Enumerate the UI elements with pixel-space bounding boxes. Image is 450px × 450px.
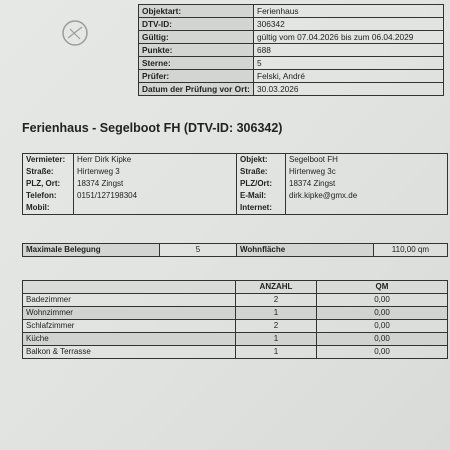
table-row bbox=[23, 320, 448, 333]
room-name: Wohnzimmer bbox=[23, 307, 236, 320]
room-count: 1 bbox=[236, 333, 317, 346]
page-title: Ferienhaus - Segelboot FH (DTV-ID: 306342) bbox=[22, 121, 283, 135]
contact-row bbox=[23, 154, 448, 167]
contact-row bbox=[23, 178, 448, 190]
contact-value-2: Segelboot FH bbox=[286, 154, 448, 167]
summary-label: Datum der Prüfung vor Ort: bbox=[139, 83, 254, 96]
occupancy-value: 5 bbox=[160, 244, 237, 257]
rooms-header-row bbox=[23, 281, 448, 294]
rooms-table bbox=[22, 280, 448, 359]
contact-value: 0151/127198304 bbox=[74, 190, 237, 202]
room-count: 2 bbox=[236, 294, 317, 307]
summary-row bbox=[139, 57, 444, 70]
summary-row bbox=[139, 18, 444, 31]
table-row bbox=[23, 294, 448, 307]
contact-value-2: dirk.kipke@gmx.de bbox=[286, 190, 448, 202]
summary-value: gültig vom 07.04.2026 bis zum 06.04.2029 bbox=[254, 31, 444, 44]
room-name: Badezimmer bbox=[23, 294, 236, 307]
contact-label-2: Straße: bbox=[237, 166, 286, 178]
contact-label-2: E-Mail: bbox=[237, 190, 286, 202]
room-count: 1 bbox=[236, 346, 317, 359]
summary-value: 30.03.2026 bbox=[254, 83, 444, 96]
contact-value-2: 18374 Zingst bbox=[286, 178, 448, 190]
contact-label: Vermieter: bbox=[26, 155, 66, 164]
summary-label: Prüfer: bbox=[139, 70, 254, 83]
room-qm: 0,00 bbox=[317, 333, 448, 346]
summary-row bbox=[139, 31, 444, 44]
contact-value-2: Hirtenweg 3c bbox=[286, 166, 448, 178]
summary-value: 306342 bbox=[254, 18, 444, 31]
room-count: 2 bbox=[236, 320, 317, 333]
contact-label: Telefon: bbox=[26, 191, 57, 200]
room-qm: 0,00 bbox=[317, 346, 448, 359]
occupancy-row bbox=[23, 244, 448, 257]
contact-value: Herr Dirk Kipke bbox=[74, 154, 237, 167]
contact-row bbox=[23, 190, 448, 202]
table-row bbox=[23, 346, 448, 359]
contact-row bbox=[23, 202, 448, 215]
summary-label: Objektart: bbox=[139, 5, 254, 18]
summary-value: 688 bbox=[254, 44, 444, 57]
summary-row bbox=[139, 83, 444, 96]
room-qm: 0,00 bbox=[317, 307, 448, 320]
area-value: 110,00 qm bbox=[374, 244, 448, 257]
contact-label: PLZ, Ort: bbox=[26, 179, 61, 188]
room-qm: 0,00 bbox=[317, 294, 448, 307]
summary-table bbox=[138, 4, 444, 96]
table-row bbox=[23, 307, 448, 320]
contact-value: Hirtenweg 3 bbox=[74, 166, 237, 178]
contact-label: Mobil: bbox=[26, 203, 50, 212]
contact-label-2: Internet: bbox=[237, 202, 286, 215]
summary-label: Punkte: bbox=[139, 44, 254, 57]
summary-label: Sterne: bbox=[139, 57, 254, 70]
occupancy-table bbox=[22, 243, 448, 257]
room-name: Schlafzimmer bbox=[23, 320, 236, 333]
summary-row bbox=[139, 70, 444, 83]
contact-value bbox=[74, 202, 237, 215]
room-name: Balkon & Terrasse bbox=[23, 346, 236, 359]
room-count: 1 bbox=[236, 307, 317, 320]
rooms-header-qm: QM bbox=[317, 281, 448, 294]
room-qm: 0,00 bbox=[317, 320, 448, 333]
rooms-header-count: ANZAHL bbox=[236, 281, 317, 294]
summary-value: 5 bbox=[254, 57, 444, 70]
room-name: Küche bbox=[23, 333, 236, 346]
contact-value: 18374 Zingst bbox=[74, 178, 237, 190]
summary-row bbox=[139, 44, 444, 57]
rooms-header-room bbox=[23, 281, 236, 294]
contact-label-2: Objekt: bbox=[237, 154, 286, 167]
summary-value: Felski, André bbox=[254, 70, 444, 83]
area-label: Wohnfläche bbox=[237, 244, 374, 257]
logo-icon bbox=[60, 18, 90, 48]
summary-label: Gültig: bbox=[139, 31, 254, 44]
table-row bbox=[23, 333, 448, 346]
summary-row bbox=[139, 5, 444, 18]
contact-label: Straße: bbox=[26, 167, 54, 176]
summary-label: DTV-ID: bbox=[139, 18, 254, 31]
occupancy-label: Maximale Belegung bbox=[23, 244, 160, 257]
contact-row bbox=[23, 166, 448, 178]
summary-value: Ferienhaus bbox=[254, 5, 444, 18]
contact-table bbox=[22, 153, 448, 215]
contact-label-2: PLZ/Ort: bbox=[237, 178, 286, 190]
contact-value-2 bbox=[286, 202, 448, 215]
